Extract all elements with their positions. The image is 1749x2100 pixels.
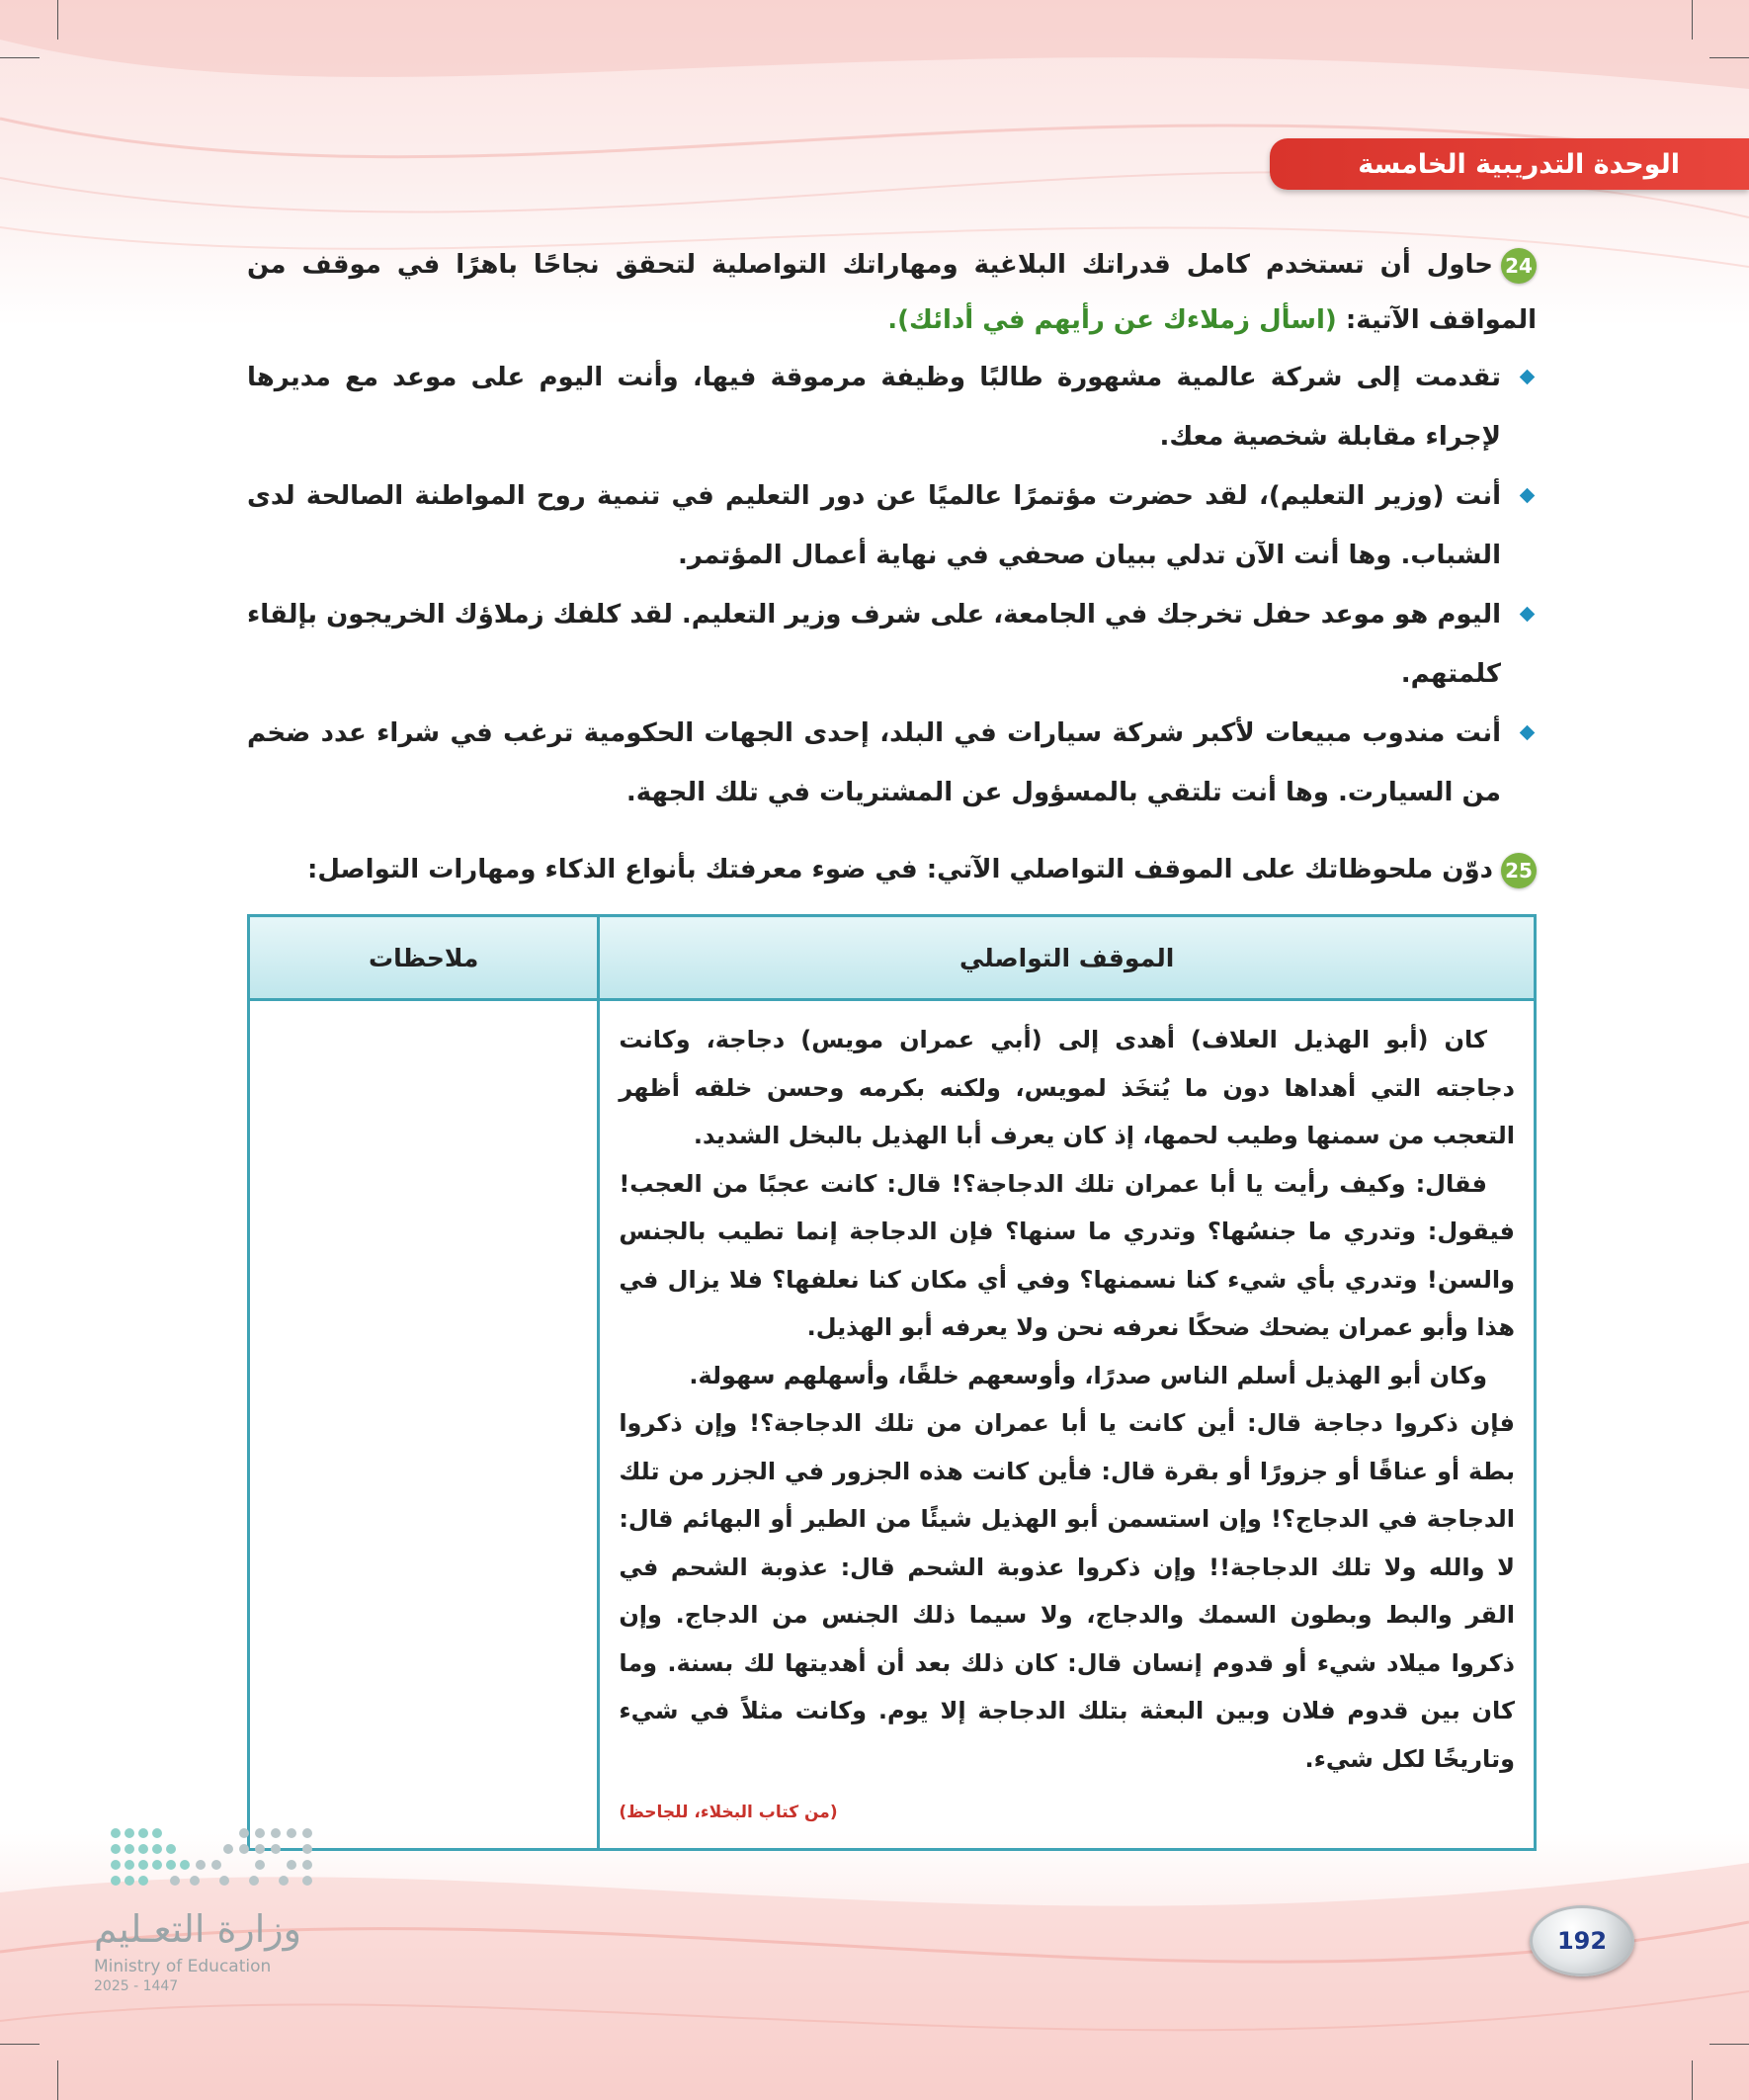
crop-mark	[1692, 2060, 1693, 2100]
ministry-logo	[94, 1823, 331, 1996]
question-25-prompt	[247, 842, 1537, 897]
bullet-diamond-icon	[1520, 725, 1536, 741]
situation-cell	[599, 1000, 1536, 1850]
crop-mark	[0, 2044, 40, 2045]
list-item: أنت (وزير التعليم)، لقد حضرت مؤتمرًا عالميًا عن دور التعليم في تنمية روح المواطنة الصالحة لدى الشباب. وها أنت الآن تدلي ببيان صحفي في نهاية أعمال المؤتمر.	[247, 466, 1537, 585]
observation-table	[247, 914, 1537, 1851]
crop-mark	[1709, 57, 1749, 58]
question-24	[247, 237, 1537, 822]
story-paragraph: فقال: وكيف رأيت يا أبا عمران تلك الدجاجة؟! قال: كانت عجبًا من العجب! فيقول: وتدري ما جنسُها؟ وتدري ما سنها؟ فإن الدجاجة إنما تطيب بالجنس والسن! وتدري بأي شيء كنا نسمنها؟ وفي أي مكان كنا نعلفها؟ فلا يزال في هذا وأبو عمران يضحك ضحكًا نعرفه نحن ولا يعرفه أبو الهذيل.	[619, 1169, 1515, 1341]
question-24-hint: (اسأل زملاءك عن رأيهم في أدائك).	[887, 305, 1337, 335]
question-25-text: دوّن ملحوظاتك على الموقف التواصلي الآتي: في ضوء معرفتك بأنواع الذكاء ومهارات التواصل:	[306, 855, 1493, 884]
situation-list	[247, 348, 1537, 822]
crop-mark	[1709, 2044, 1749, 2045]
list-item: اليوم هو موعد حفل تخرجك في الجامعة، على شرف وزير التعليم. لقد كلفك زملاؤك الخريجون بإلقاء كلمتهم.	[247, 585, 1537, 704]
question-number-badge: 24	[1501, 248, 1537, 284]
unit-title-banner	[1270, 138, 1749, 190]
question-24-intro: حاول أن تستخدم كامل قدراتك البلاغية ومهاراتك التواصلية لتحقق نجاحًا باهرًا في موقف من المواقف الآتية:	[247, 250, 1537, 335]
unit-title: الوحدة التدريبية الخامسة	[1358, 148, 1680, 180]
crop-mark	[0, 57, 40, 58]
story-text	[601, 1002, 1533, 1847]
column-header-notes: ملاحظات	[249, 916, 599, 1000]
notes-cell[interactable]	[249, 1000, 599, 1850]
source-citation: (من كتاب البخلاء، للجاحظ)	[619, 1803, 838, 1822]
list-item: أنت مندوب مبيعات لأكبر شركة سيارات في البلد، إحدى الجهات الحكومية ترغب في شراء عدد ضخم من السيارت. وها أنت تلتقي بالمسؤول عن المشتريات في تلك الجهة.	[247, 704, 1537, 822]
bullet-diamond-icon	[1520, 607, 1536, 623]
logo-english-text: Ministry of Education	[94, 1957, 272, 1976]
ministry-dots-icon	[106, 1823, 323, 1902]
question-25	[247, 842, 1537, 897]
question-24-prompt	[247, 237, 1537, 348]
logo-arabic-text: وزارة التعـليم	[94, 1907, 302, 1951]
list-item: تقدمت إلى شركة عالمية مشهورة طالبًا وظيفة مرموقة فيها، وأنت اليوم على موعد مع مديرها لإجراء مقابلة شخصية معك.	[247, 348, 1537, 466]
story-paragraph: كان (أبو الهذيل العلاف) أهدى إلى (أبي عمران مويس) دجاجة، وكانت دجاجته التي أهداها دون ما يُتخَذ لمويس، ولكنه بكرمه وحسن خلقه أظهر التعجب من سمنها وطيب لحمها، إذ كان يعرف أبا الهذيل بالبخل الشديد.	[619, 1026, 1515, 1149]
bullet-diamond-icon	[1520, 370, 1536, 385]
logo-year: 2025 - 1447	[94, 1978, 179, 1994]
page-number: 192	[1556, 1927, 1608, 1955]
crop-mark	[1692, 0, 1693, 40]
story-paragraph: فإن ذكروا دجاجة قال: أين كانت يا أبا عمران من تلك الدجاجة؟! وإن ذكروا بطة أو عناقًا أو جزورًا أو بقرة قال: فأين كانت هذه الجزور في الجزر من تلك الدجاجة في الدجاج؟! وإن استسمن أبو الهذيل شيئًا من الطير أو البهائم قال: لا والله ولا تلك الدجاجة!! وإن ذكروا عذوبة الشحم قال: عذوبة الشحم في القر والبط وبطون السمك والدجاج، ولا سيما ذلك الجنس من الدجاج. وإن ذكروا ميلاد شيء أو قدوم إنسان قال: كان ذلك بعد أن أهديتها لك بسنة. وما كان بين قدوم فلان وبين البعثة بتلك الدجاجة إلا يوم. وكانت مثلاً في شيء وتاريخًا لكل شيء.	[619, 1409, 1515, 1773]
crop-mark	[57, 2060, 58, 2100]
story-paragraph: وكان أبو الهذيل أسلم الناس صدرًا، وأوسعهم خلقًا، وأسهلهم سهولة.	[689, 1361, 1487, 1389]
column-header-situation: الموقف التواصلي	[599, 916, 1536, 1000]
page-number-badge	[1530, 1905, 1634, 1976]
bullet-diamond-icon	[1520, 488, 1536, 504]
question-number-badge: 25	[1501, 853, 1537, 888]
crop-mark	[57, 0, 58, 40]
